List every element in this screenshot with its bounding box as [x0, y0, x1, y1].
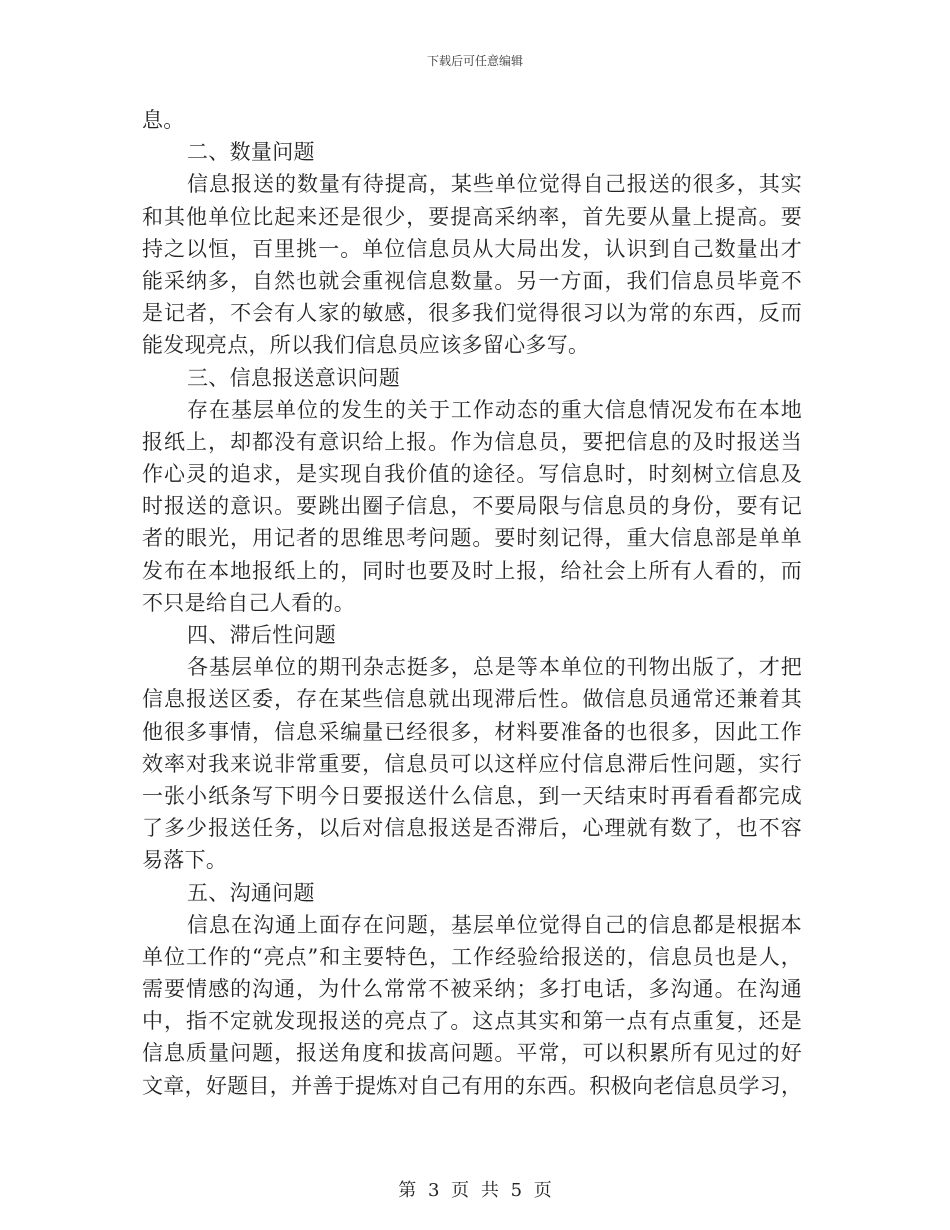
paragraph-line: 易落下。: [142, 848, 228, 873]
paragraph-line: 作心灵的追求，是实现自我价值的途径。写信息时，时刻树立信息及: [142, 462, 802, 487]
section-heading: 三、信息报送意识问题: [187, 365, 400, 390]
section-heading: 四、滞后性问题: [187, 623, 337, 647]
paragraph-line: 信息质量问题，报送角度和拔高问题。平常，可以积累所有见过的好: [142, 1041, 802, 1066]
paragraph-line: 文章，好题目，并善于提炼对自己有用的东西。积极向老信息员学习，: [142, 1073, 803, 1098]
paragraph-line: 信息报送区委，存在某些信息就出现滞后性。做信息员通常还兼着其: [142, 687, 802, 712]
section-heading: 二、数量问题: [187, 140, 315, 165]
paragraph-line: 各基层单位的期刊杂志挺多，总是等本单位的刊物出版了，才把: [187, 655, 802, 680]
page-number: 第 3 页 共 5 页: [398, 1180, 552, 1201]
paragraph-line: 单位工作的“亮点”和主要特色，工作经验给报送的，信息员也是人，: [142, 944, 802, 969]
section-heading: 五、沟通问题: [187, 880, 315, 905]
paragraph-line: 是记者，不会有人家的敏感，很多我们觉得很习以为常的东西，反而: [142, 301, 802, 326]
paragraph-line: 中，指不定就发现报送的亮点了。这点其实和第一点有点重复，还是: [142, 1009, 802, 1034]
paragraph-line: 效率对我来说非常重要，信息员可以这样应付信息滞后性问题，实行: [142, 751, 802, 776]
paragraph-line: 需要情感的沟通，为什么常常不被采纳；多打电话，多沟通。在沟通: [142, 977, 802, 1002]
paragraph-line: 一张小纸条写下明今日要报送什么信息，到一天结束时再看看都完成: [142, 783, 802, 808]
page-header: 下载后可任意编辑: [426, 54, 523, 68]
paragraph-line: 息。: [142, 108, 185, 132]
paragraph-line: 不只是给自己人看的。: [142, 590, 355, 615]
paragraph-line: 信息报送的数量有待提高，某些单位觉得自己报送的很多，其实: [187, 172, 802, 197]
paragraph-line: 能采纳多，自然也就会重视信息数量。另一方面，我们信息员毕竟不: [142, 268, 802, 293]
paragraph-line: 者的眼光，用记者的思维思考问题。要时刻记得，重大信息部是单单: [142, 526, 802, 551]
paragraph-line: 和其他单位比起来还是很少，要提高采纳率，首先要从量上提高。要: [142, 204, 802, 229]
paragraph-line: 能发现亮点，所以我们信息员应该多留心多写。: [142, 333, 590, 358]
paragraph-line: 他很多事情，信息采编量已经很多，材料要准备的也很多，因此工作: [142, 719, 802, 744]
paragraph-line: 报纸上，却都没有意识给上报。作为信息员，要把信息的及时报送当: [142, 429, 802, 454]
paragraph-line: 存在基层单位的发生的关于工作动态的重大信息情况发布在本地: [187, 397, 802, 422]
paragraph-line: 发布在本地报纸上的，同时也要及时上报，给社会上所有人看的，而: [142, 558, 802, 583]
paragraph-line: 时报送的意识。要跳出圈子信息，不要局限与信息员的身份，要有记: [142, 494, 802, 519]
paragraph-line: 持之以恒，百里挑一。单位信息员从大局出发，认识到自己数量出才: [142, 236, 802, 261]
paragraph-line: 信息在沟通上面存在问题，基层单位觉得自己的信息都是根据本: [187, 912, 802, 937]
document-body: [142, 104, 802, 1102]
paragraph-line: 了多少报送任务，以后对信息报送是否滞后，心理就有数了，也不容: [142, 816, 802, 841]
